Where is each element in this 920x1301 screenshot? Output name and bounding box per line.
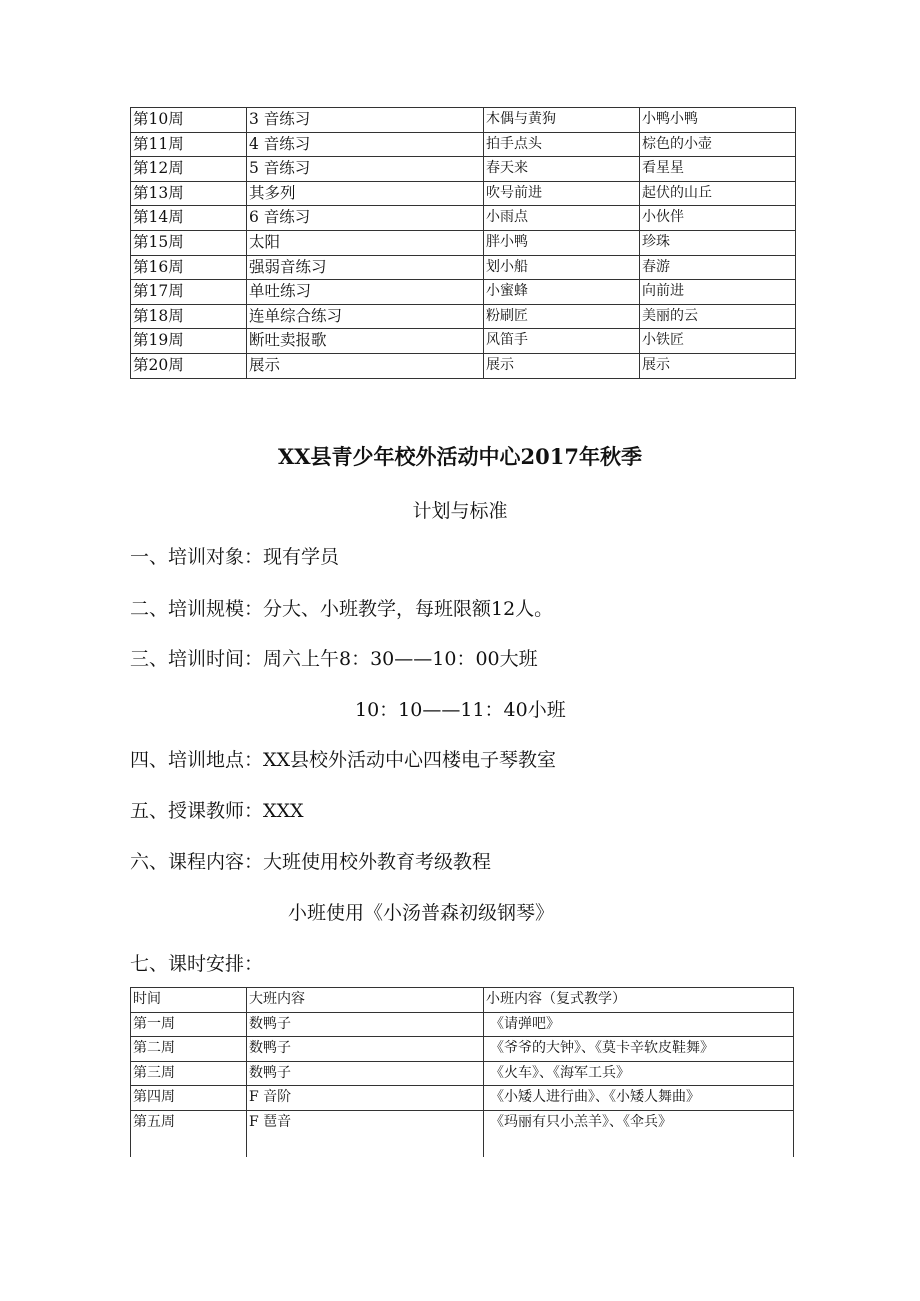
practice-cell: 6 音练习 <box>247 206 484 231</box>
practice-cell: 连单综合练习 <box>247 304 484 329</box>
song-cell: 展示 <box>484 353 640 378</box>
big-class-cell: 数鸭子 <box>247 1012 484 1037</box>
week-cell: 第16周 <box>131 255 247 280</box>
song-cell: 划小船 <box>484 255 640 280</box>
table-row <box>131 157 796 182</box>
practice-cell: 5 音练习 <box>247 157 484 182</box>
practice-cell: 4 音练习 <box>247 132 484 157</box>
item-course-content-continued: 小班使用《小汤普森初级钢琴》 <box>288 902 555 924</box>
item-training-time-continued: 10：10——11：40小班 <box>355 699 566 721</box>
song-cell: 春游 <box>640 255 796 280</box>
song-cell: 木偶与黄狗 <box>484 108 640 133</box>
table-row <box>131 1086 794 1111</box>
item-training-scale: 二、培训规模：分大、小班教学，每班限额12人。 <box>130 598 554 620</box>
table-row <box>131 329 796 354</box>
song-cell: 风笛手 <box>484 329 640 354</box>
table-row <box>131 206 796 231</box>
song-cell: 吹号前进 <box>484 181 640 206</box>
song-cell: 小伙伴 <box>640 206 796 231</box>
week-cell: 第一周 <box>131 1012 247 1037</box>
table-row <box>131 255 796 280</box>
table-row <box>131 280 796 305</box>
schedule-table-top <box>130 107 796 379</box>
table-header-row <box>131 988 794 1013</box>
item-class-hours: 七、课时安排： <box>130 953 264 975</box>
week-cell: 第20周 <box>131 353 247 378</box>
practice-cell: 断吐卖报歌 <box>247 329 484 354</box>
document-title: XX县青少年校外活动中心2017年秋季 <box>277 444 643 469</box>
practice-cell: 其多列 <box>247 181 484 206</box>
week-cell: 第二周 <box>131 1037 247 1062</box>
song-cell: 胖小鸭 <box>484 230 640 255</box>
item-training-location: 四、培训地点：XX县校外活动中心四楼电子琴教室 <box>130 749 557 771</box>
song-cell: 小鸭小鸭 <box>640 108 796 133</box>
item-training-target: 一、培训对象：现有学员 <box>130 546 340 568</box>
week-cell: 第15周 <box>131 230 247 255</box>
practice-cell: 3 音练习 <box>247 108 484 133</box>
song-cell: 棕色的小壶 <box>640 132 796 157</box>
week-cell: 第17周 <box>131 280 247 305</box>
small-class-cell: 《玛丽有只小羔羊》、《伞兵》 <box>484 1110 794 1157</box>
header-time: 时间 <box>131 988 247 1013</box>
item-training-time: 三、培训时间：周六上午8：30——10：00大班 <box>130 648 538 670</box>
song-cell: 起伏的山丘 <box>640 181 796 206</box>
song-cell: 粉刷匠 <box>484 304 640 329</box>
song-cell: 小蜜蜂 <box>484 280 640 305</box>
practice-cell: 单吐练习 <box>247 280 484 305</box>
table-row <box>131 181 796 206</box>
song-cell: 珍珠 <box>640 230 796 255</box>
week-cell: 第13周 <box>131 181 247 206</box>
table-row <box>131 1110 794 1157</box>
table-row <box>131 1037 794 1062</box>
week-cell: 第18周 <box>131 304 247 329</box>
practice-cell: 强弱音练习 <box>247 255 484 280</box>
small-class-cell: 《小矮人进行曲》、《小矮人舞曲》 <box>484 1086 794 1111</box>
big-class-cell: F 音阶 <box>247 1086 484 1111</box>
table-row <box>131 1061 794 1086</box>
song-cell: 美丽的云 <box>640 304 796 329</box>
practice-cell: 展示 <box>247 353 484 378</box>
song-cell: 春天来 <box>484 157 640 182</box>
big-class-cell: 数鸭子 <box>247 1061 484 1086</box>
schedule-table-bottom <box>130 987 794 1157</box>
table-row <box>131 1012 794 1037</box>
item-teacher: 五、授课教师：XXX <box>130 800 304 822</box>
song-cell: 向前进 <box>640 280 796 305</box>
header-small-class: 小班内容（复式教学） <box>484 988 794 1013</box>
week-cell: 第三周 <box>131 1061 247 1086</box>
header-big-class: 大班内容 <box>247 988 484 1013</box>
big-class-cell: F 琶音 <box>247 1110 484 1157</box>
week-cell: 第五周 <box>131 1110 247 1157</box>
song-cell: 展示 <box>640 353 796 378</box>
week-cell: 第10周 <box>131 108 247 133</box>
small-class-cell: 《火车》、《海军工兵》 <box>484 1061 794 1086</box>
document-subtitle: 计划与标准 <box>412 500 508 522</box>
table-row <box>131 353 796 378</box>
song-cell: 小雨点 <box>484 206 640 231</box>
big-class-cell: 数鸭子 <box>247 1037 484 1062</box>
table-row <box>131 108 796 133</box>
week-cell: 第12周 <box>131 157 247 182</box>
week-cell: 第11周 <box>131 132 247 157</box>
item-course-content: 六、课程内容：大班使用校外教育考级教程 <box>130 851 492 873</box>
small-class-cell: 《爷爷的大钟》、《莫卡辛软皮鞋舞》 <box>484 1037 794 1062</box>
week-cell: 第14周 <box>131 206 247 231</box>
week-cell: 第四周 <box>131 1086 247 1111</box>
song-cell: 看星星 <box>640 157 796 182</box>
table-row <box>131 230 796 255</box>
table-row <box>131 132 796 157</box>
song-cell: 拍手点头 <box>484 132 640 157</box>
song-cell: 小铁匠 <box>640 329 796 354</box>
practice-cell: 太阳 <box>247 230 484 255</box>
small-class-cell: 《请弹吧》 <box>484 1012 794 1037</box>
week-cell: 第19周 <box>131 329 247 354</box>
table-row <box>131 304 796 329</box>
